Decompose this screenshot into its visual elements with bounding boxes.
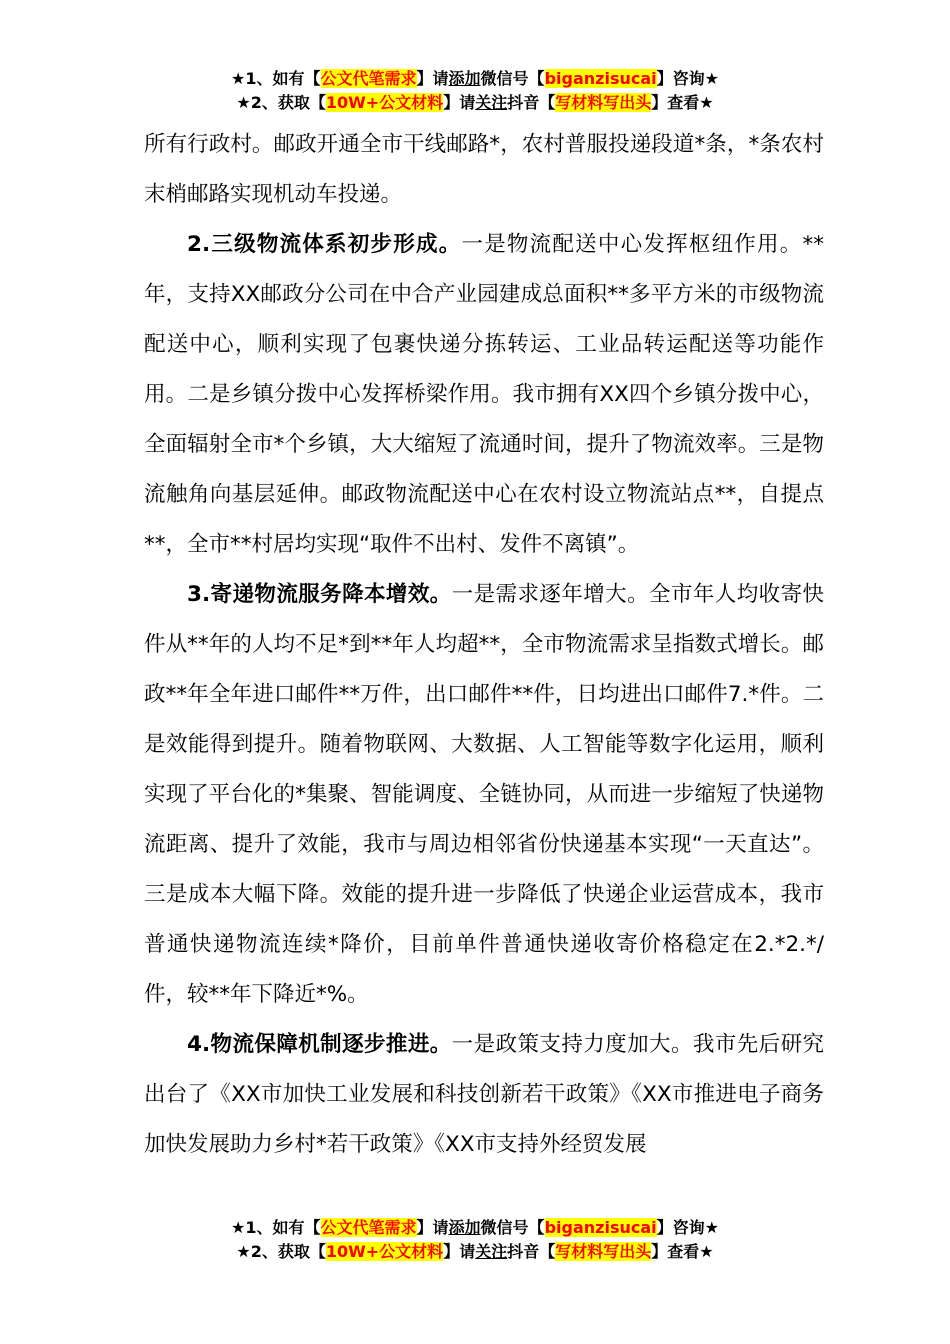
banner-highlight: 公文代笔需求 <box>320 1218 417 1237</box>
paragraph-lead: 2.三级物流体系初步形成。 <box>187 232 462 257</box>
banner-text: ★2、获取【 <box>236 1242 326 1261</box>
paragraph <box>144 570 824 1020</box>
banner-text: 】咨询★ <box>656 69 719 88</box>
banner-text: ★2、获取【 <box>236 93 326 112</box>
banner-text: 】咨询★ <box>656 1218 719 1237</box>
paragraph-text: 一是需求逐年增大。全市年人均收寄快件从**年的人均不足*到**年人均超**，全市物流需求呈指数式增长。邮政**年全年进口邮件**万件，出口邮件**件，日均进出口邮件7.*件。二是效能得到提升。随着物联网、大数据、人工智能等数字化运用，顺利实现了平台化的*集聚、智能调度、全链协同，从而进一步缩短了快递物流距离、提升了效能，我市与周边相邻省份快递基本实现“一天直达”。三是成本大幅下降。效能的提升进一步降低了快递企业运营成本，我市普通快递物流连续*降价，目前单件普通快递收寄价格稳定在2.*2.*/件，较**年下降近*%。 <box>144 582 824 1007</box>
banner-text: 】请 <box>416 1218 449 1237</box>
banner-line-1 <box>0 1216 950 1240</box>
banner-text: 抖音【 <box>507 93 556 112</box>
paragraph-text: 所有行政村。邮政开通全市干线邮路*，农村普服投递段道*条，*条农村末梢邮路实现机动车投递。 <box>144 132 824 207</box>
paragraph <box>144 120 824 220</box>
banner-underlined: 关注 <box>475 1242 508 1261</box>
banner-highlight: 10W+公文材料 <box>325 93 444 112</box>
banner-underlined: 关注 <box>475 93 508 112</box>
banner-text: 微信号【 <box>480 1218 545 1237</box>
banner-highlight: 公文代笔需求 <box>320 69 417 88</box>
paragraph-text: 一是物流配送中心发挥枢纽作用。**年，支持XX邮政分公司在中合产业园建成总面积**多平方米的市级物流配送中心，顺利实现了包裹快递分拣转运、工业品转运配送等功能作用。二是乡镇分拨中心发挥桥梁作用。我市拥有XX四个乡镇分拨中心，全面辐射全市*个乡镇，大大缩短了流通时间，提升了物流效率。三是物流触角向基层延伸。邮政物流配送中心在农村设立物流站点**，自提点**，全市**村居均实现“取件不出村、发件不离镇”。 <box>144 232 824 557</box>
paragraph <box>144 220 824 570</box>
document-body <box>144 120 824 1170</box>
banner-text: 】请 <box>416 69 449 88</box>
banner-text: 微信号【 <box>480 69 545 88</box>
banner-highlight: biganzisucai <box>544 1218 657 1237</box>
banner-line-2 <box>0 1240 950 1264</box>
banner-highlight: 10W+公文材料 <box>325 1242 444 1261</box>
banner-text: ★1、如有【 <box>231 1218 321 1237</box>
banner-text: ★1、如有【 <box>231 69 321 88</box>
paragraph <box>144 1020 824 1170</box>
banner-underlined: 添加 <box>448 1218 481 1237</box>
banner-underlined: 添加 <box>448 69 481 88</box>
banner-line-2 <box>0 91 950 115</box>
banner-text: 】查看★ <box>651 93 714 112</box>
banner-text: 抖音【 <box>507 1242 556 1261</box>
banner-line-1 <box>0 67 950 91</box>
banner-highlight: biganzisucai <box>544 69 657 88</box>
paragraph-lead: 3.寄递物流服务降本增效。 <box>187 582 452 607</box>
banner-text: 】请 <box>443 1242 476 1261</box>
banner-highlight: 写材料写出头 <box>555 1242 652 1261</box>
banner-highlight: 写材料写出头 <box>555 93 652 112</box>
paragraph-lead: 4.物流保障机制逐步推进。 <box>187 1032 452 1057</box>
paragraph-text: 一是政策支持力度加大。我市先后研究出台了《XX市加快工业发展和科技创新若干政策》《XX市推进电子商务加快发展助力乡村*若干政策》《XX市支持外经贸发展 <box>144 1032 824 1157</box>
banner-text: 】请 <box>443 93 476 112</box>
header-banner <box>0 67 950 115</box>
footer-banner <box>0 1216 950 1264</box>
banner-text: 】查看★ <box>651 1242 714 1261</box>
